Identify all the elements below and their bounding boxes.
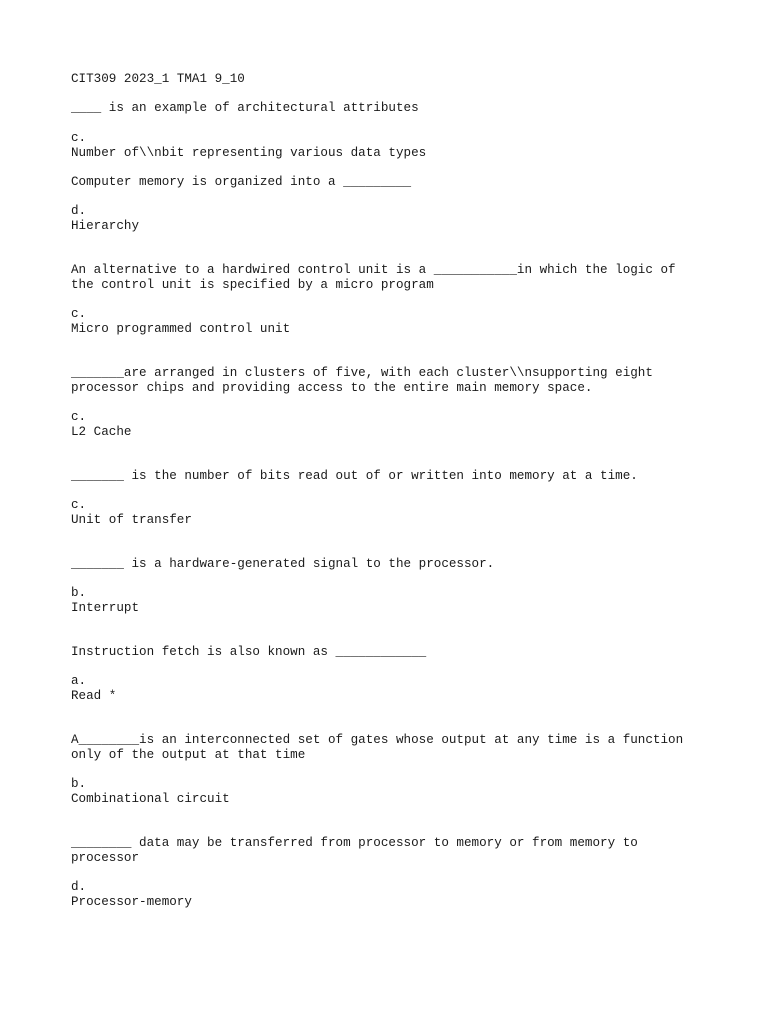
- answer-7-text: Read *: [71, 689, 117, 703]
- answer-5-text: Unit of transfer: [71, 513, 192, 527]
- question-4-line-2: processor chips and providing access to the entire main memory space.: [71, 381, 593, 395]
- question-5: _______ is the number of bits read out of or written into memory at a time.: [71, 469, 638, 483]
- question-2: Computer memory is organized into a _________: [71, 175, 412, 189]
- question-8-line-2: only of the output at that time: [71, 748, 306, 762]
- answer-6-option: b.: [71, 586, 87, 600]
- document-title: CIT309 2023_1 TMA1 9_10: [71, 72, 245, 86]
- question-6: _______ is a hardware-generated signal to the processor.: [71, 557, 495, 571]
- answer-3-option: c.: [71, 307, 87, 321]
- answer-8-text: Combinational circuit: [71, 792, 230, 806]
- answer-9-text: Processor-memory: [71, 895, 192, 909]
- answer-9-option: d.: [71, 880, 87, 894]
- answer-2-option: d.: [71, 204, 87, 218]
- answer-3-text: Micro programmed control unit: [71, 322, 291, 336]
- answer-1-option: c.: [71, 131, 87, 145]
- answer-4-text: L2 Cache: [71, 425, 132, 439]
- question-7: Instruction fetch is also known as ____________: [71, 645, 427, 659]
- question-3-line-2: the control unit is specified by a micro program: [71, 278, 434, 292]
- question-9-line-2: processor: [71, 851, 140, 865]
- answer-2-text: Hierarchy: [71, 219, 140, 233]
- question-1: ____ is an example of architectural attributes: [71, 101, 419, 115]
- question-9-line-1: ________ data may be transferred from processor to memory or from memory to: [71, 836, 638, 850]
- answer-8-option: b.: [71, 777, 87, 791]
- answer-4-option: c.: [71, 410, 87, 424]
- answer-5-option: c.: [71, 498, 87, 512]
- question-3-line-1: An alternative to a hardwired control unit is a ___________in which the logic of: [71, 263, 676, 277]
- answer-7-option: a.: [71, 674, 87, 688]
- answer-1-text: Number of\\nbit representing various data types: [71, 146, 427, 160]
- question-4-line-1: _______are arranged in clusters of five, with each cluster\\nsupporting eight: [71, 366, 653, 380]
- answer-6-text: Interrupt: [71, 601, 140, 615]
- question-8-line-1: A________is an interconnected set of gates whose output at any time is a function: [71, 733, 684, 747]
